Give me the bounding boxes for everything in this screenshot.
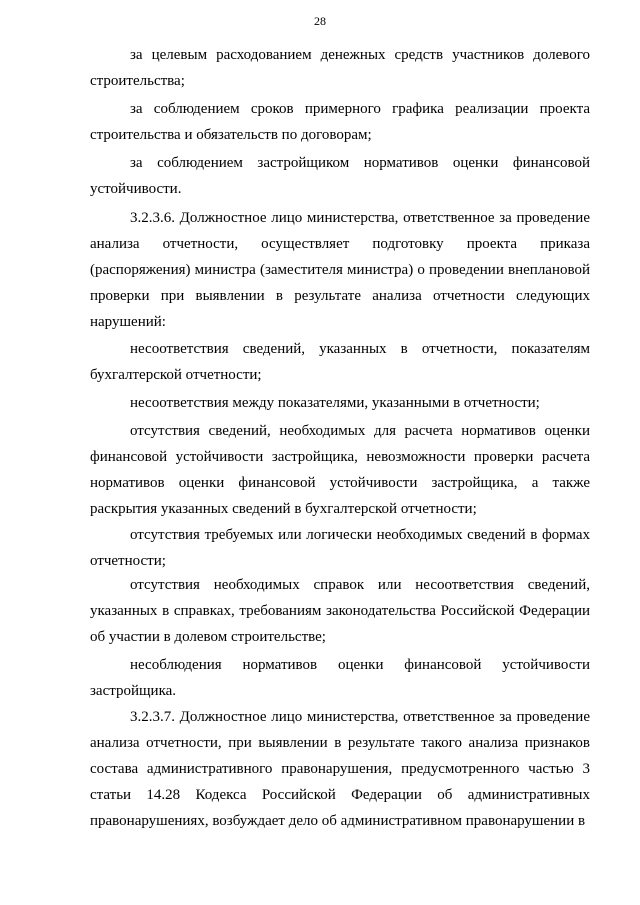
paragraph-2: за соблюдением сроков примерного графика реализации проекта строительства и обязательств по договорам; (90, 101, 590, 143)
paragraph-8: отсутствия требуемых или логически необходимых сведений в формах отчетности; (90, 527, 590, 569)
paragraph-7: отсутствия сведений, необходимых для расчета нормативов оценки финансовой устойчивости застройщика, невозможности проверки расчета нормативов оценки финансовой устойчивости застройщика, а также раскрытия указанных сведений в бухгалтерской отчетности; (90, 423, 590, 517)
paragraph-9: отсутствия необходимых справок или несоответствия сведений, указанных в справках, требованиям законодательства Российской Федерации об участии в долевом строительстве; (90, 577, 590, 645)
paragraph-3: за соблюдением застройщиком нормативов оценки финансовой устойчивости. (90, 155, 590, 197)
paragraph-6: несоответствия между показателями, указанными в отчетности; (130, 395, 540, 411)
paragraph-5: несоответствия сведений, указанных в отчетности, показателям бухгалтерской отчетности; (90, 341, 590, 383)
paragraph-4: 3.2.3.6. Должностное лицо министерства, ответственное за проведение анализа отчетности, осуществляет подготовку проекта приказа (распоряжения) министра (заместителя министра) о проведении внеплановой проверки при выявлении в результате анализа отчетности следующих нарушений: (90, 210, 590, 330)
page-number: 28 (314, 14, 326, 28)
paragraph-1: за целевым расходованием денежных средств участников долевого строительства; (90, 47, 590, 89)
paragraph-10: несоблюдения нормативов оценки финансовой устойчивости застройщика. (90, 657, 590, 699)
paragraph-11: 3.2.3.7. Должностное лицо министерства, ответственное за проведение анализа отчетности, при выявлении в результате такого анализа признаков состава административного правонарушения, предусмотренного частью 3 статьи 14.28 Кодекса Российской Федерации об административных правонарушениях, возбуждает дело об административном правонарушении в (90, 709, 590, 829)
